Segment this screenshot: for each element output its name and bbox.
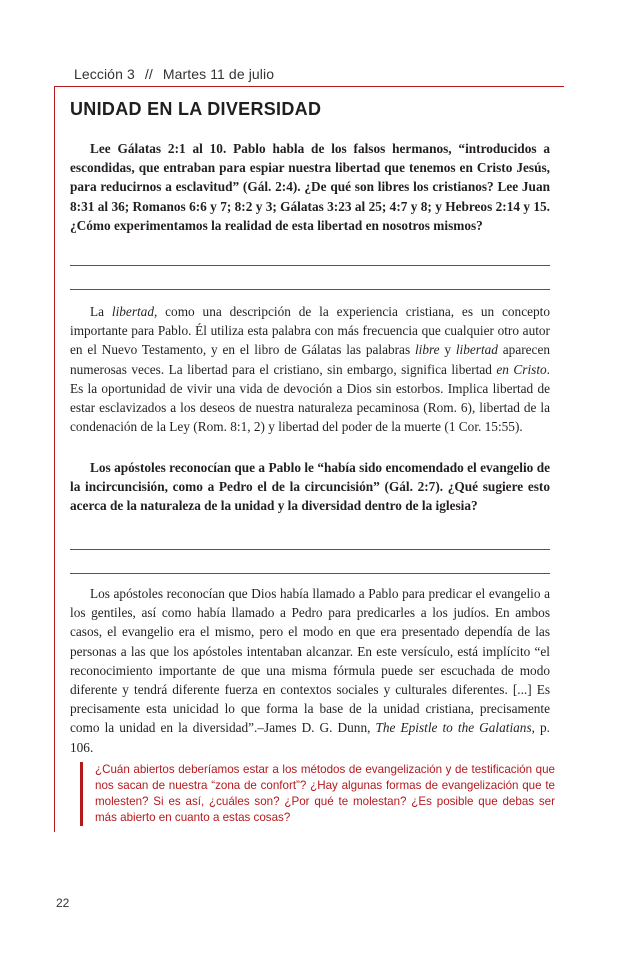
reflection-box xyxy=(80,762,555,826)
margin-rule xyxy=(54,86,55,832)
p1-text-2: , como una descripción de la experiencia cristiana, es un concepto importante para Pablo. Él utiliza esta palabra con más frecuencia que cualquier otro autor en el Nuevo Testamento, y en el libro de Gálatas las palabras xyxy=(70,304,550,358)
reflection-text: ¿Cuán abiertos deberíamos estar a los métodos de evangelización y de testificación que nos sacan de nuestra “zona de confort”? ¿Hay algunas formas de evangelización que te molesten? Si es así, ¿cuáles son? ¿Por qué te molestan? ¿Es posible que debas ser más abierto en cuanto a estas cosas? xyxy=(95,763,555,824)
p1-emphasis-1: libertad xyxy=(111,304,154,319)
question-1-text: Lee Gálatas 2:1 al 10. Pablo habla de los falsos hermanos, “introducidos a escondidas, que entraban para espiar nuestra libertad que tenemos en Cristo Jesús, para reducirnos a esclavitud” (Gál. 2:4). ¿De qué son libres los cristianos? Lee Juan 8:31 al 36; Romanos 6:6 y 7; 8:2 y 3; Gálatas 3:23 al 25; 4:7 y 8; y Hebreos 2:14 y 15. ¿Cómo experimentamos la realidad de esta libertad en nosotros mismos? xyxy=(70,141,550,233)
answer-line-2 xyxy=(70,289,550,290)
p1-text-1: La xyxy=(90,304,112,319)
lesson-label: Lección 3 xyxy=(74,66,135,82)
header-rule xyxy=(54,86,564,87)
p1-emphasis-2: libre xyxy=(414,342,440,358)
header-separator: // xyxy=(144,66,153,82)
p1-text-5: . Es la oportunidad de vivir una vida de devoción a Dios sin estorbos. Implica libertad de estar esclavizados a los deseos de nuestra naturaleza pecaminosa (Rom. 6), libertad de la condenación de la Ley (Rom. 8:1, 2) y libertad del poder de la muerte (1 Cor. 15:55). xyxy=(70,361,550,435)
section-title: UNIDAD EN LA DIVERSIDAD xyxy=(70,99,322,119)
p2-text-1: Los apóstoles reconocían que Dios había llamado a Pablo para predicar el evangelio a los gentiles, así como había llamado a Pedro para predicarles a los judíos. En ambos casos, el evangelio era el mismo, pero el modo en que era presentado dependía de las personas a las que los apóstoles intentaban alcanzar. En este versículo, está implícito “el reconocimiento importante de que una misma fórmula puede ser escuchada de modo diferente y tendrá diferente fuerza en contextos sociales y culturales diferentes. [...] Es precisamente esta unicidad lo que forma la base de la unidad cristiana, precisamente como la unidad en la diversidad”.–James D. G. Dunn, xyxy=(70,586,550,736)
p1-emphasis-4: en Cristo xyxy=(496,361,547,377)
p1-text-3: y xyxy=(439,342,456,358)
lesson-date: Martes 11 de julio xyxy=(162,66,275,82)
p2-book-title: The Epistle to the Galatians xyxy=(375,720,532,736)
p1-text-4: aparecen numerosas veces. La libertad para el cristiano, sin embargo, significa libertad xyxy=(70,342,550,377)
body-paragraph-1 xyxy=(70,302,550,436)
answer-line-4 xyxy=(70,573,550,574)
page-header xyxy=(74,66,274,82)
answer-line-1 xyxy=(70,265,550,266)
answer-line-3 xyxy=(70,549,550,550)
page-number: 22 xyxy=(56,896,70,910)
question-2-text: Los apóstoles reconocían que a Pablo le “había sido encomendado el evangelio de la incircuncisión, como a Pedro el de la circuncisión” (Gál. 2:7). ¿Qué sugiere esto acerca de la naturaleza de la unidad y la diversidad dentro de la iglesia? xyxy=(70,460,550,514)
p2-text-2: , p. 106. xyxy=(70,720,550,755)
question-1 xyxy=(70,139,550,235)
p1-emphasis-3: libertad xyxy=(455,342,498,358)
body-paragraph-2 xyxy=(70,584,550,757)
question-2 xyxy=(70,458,550,516)
